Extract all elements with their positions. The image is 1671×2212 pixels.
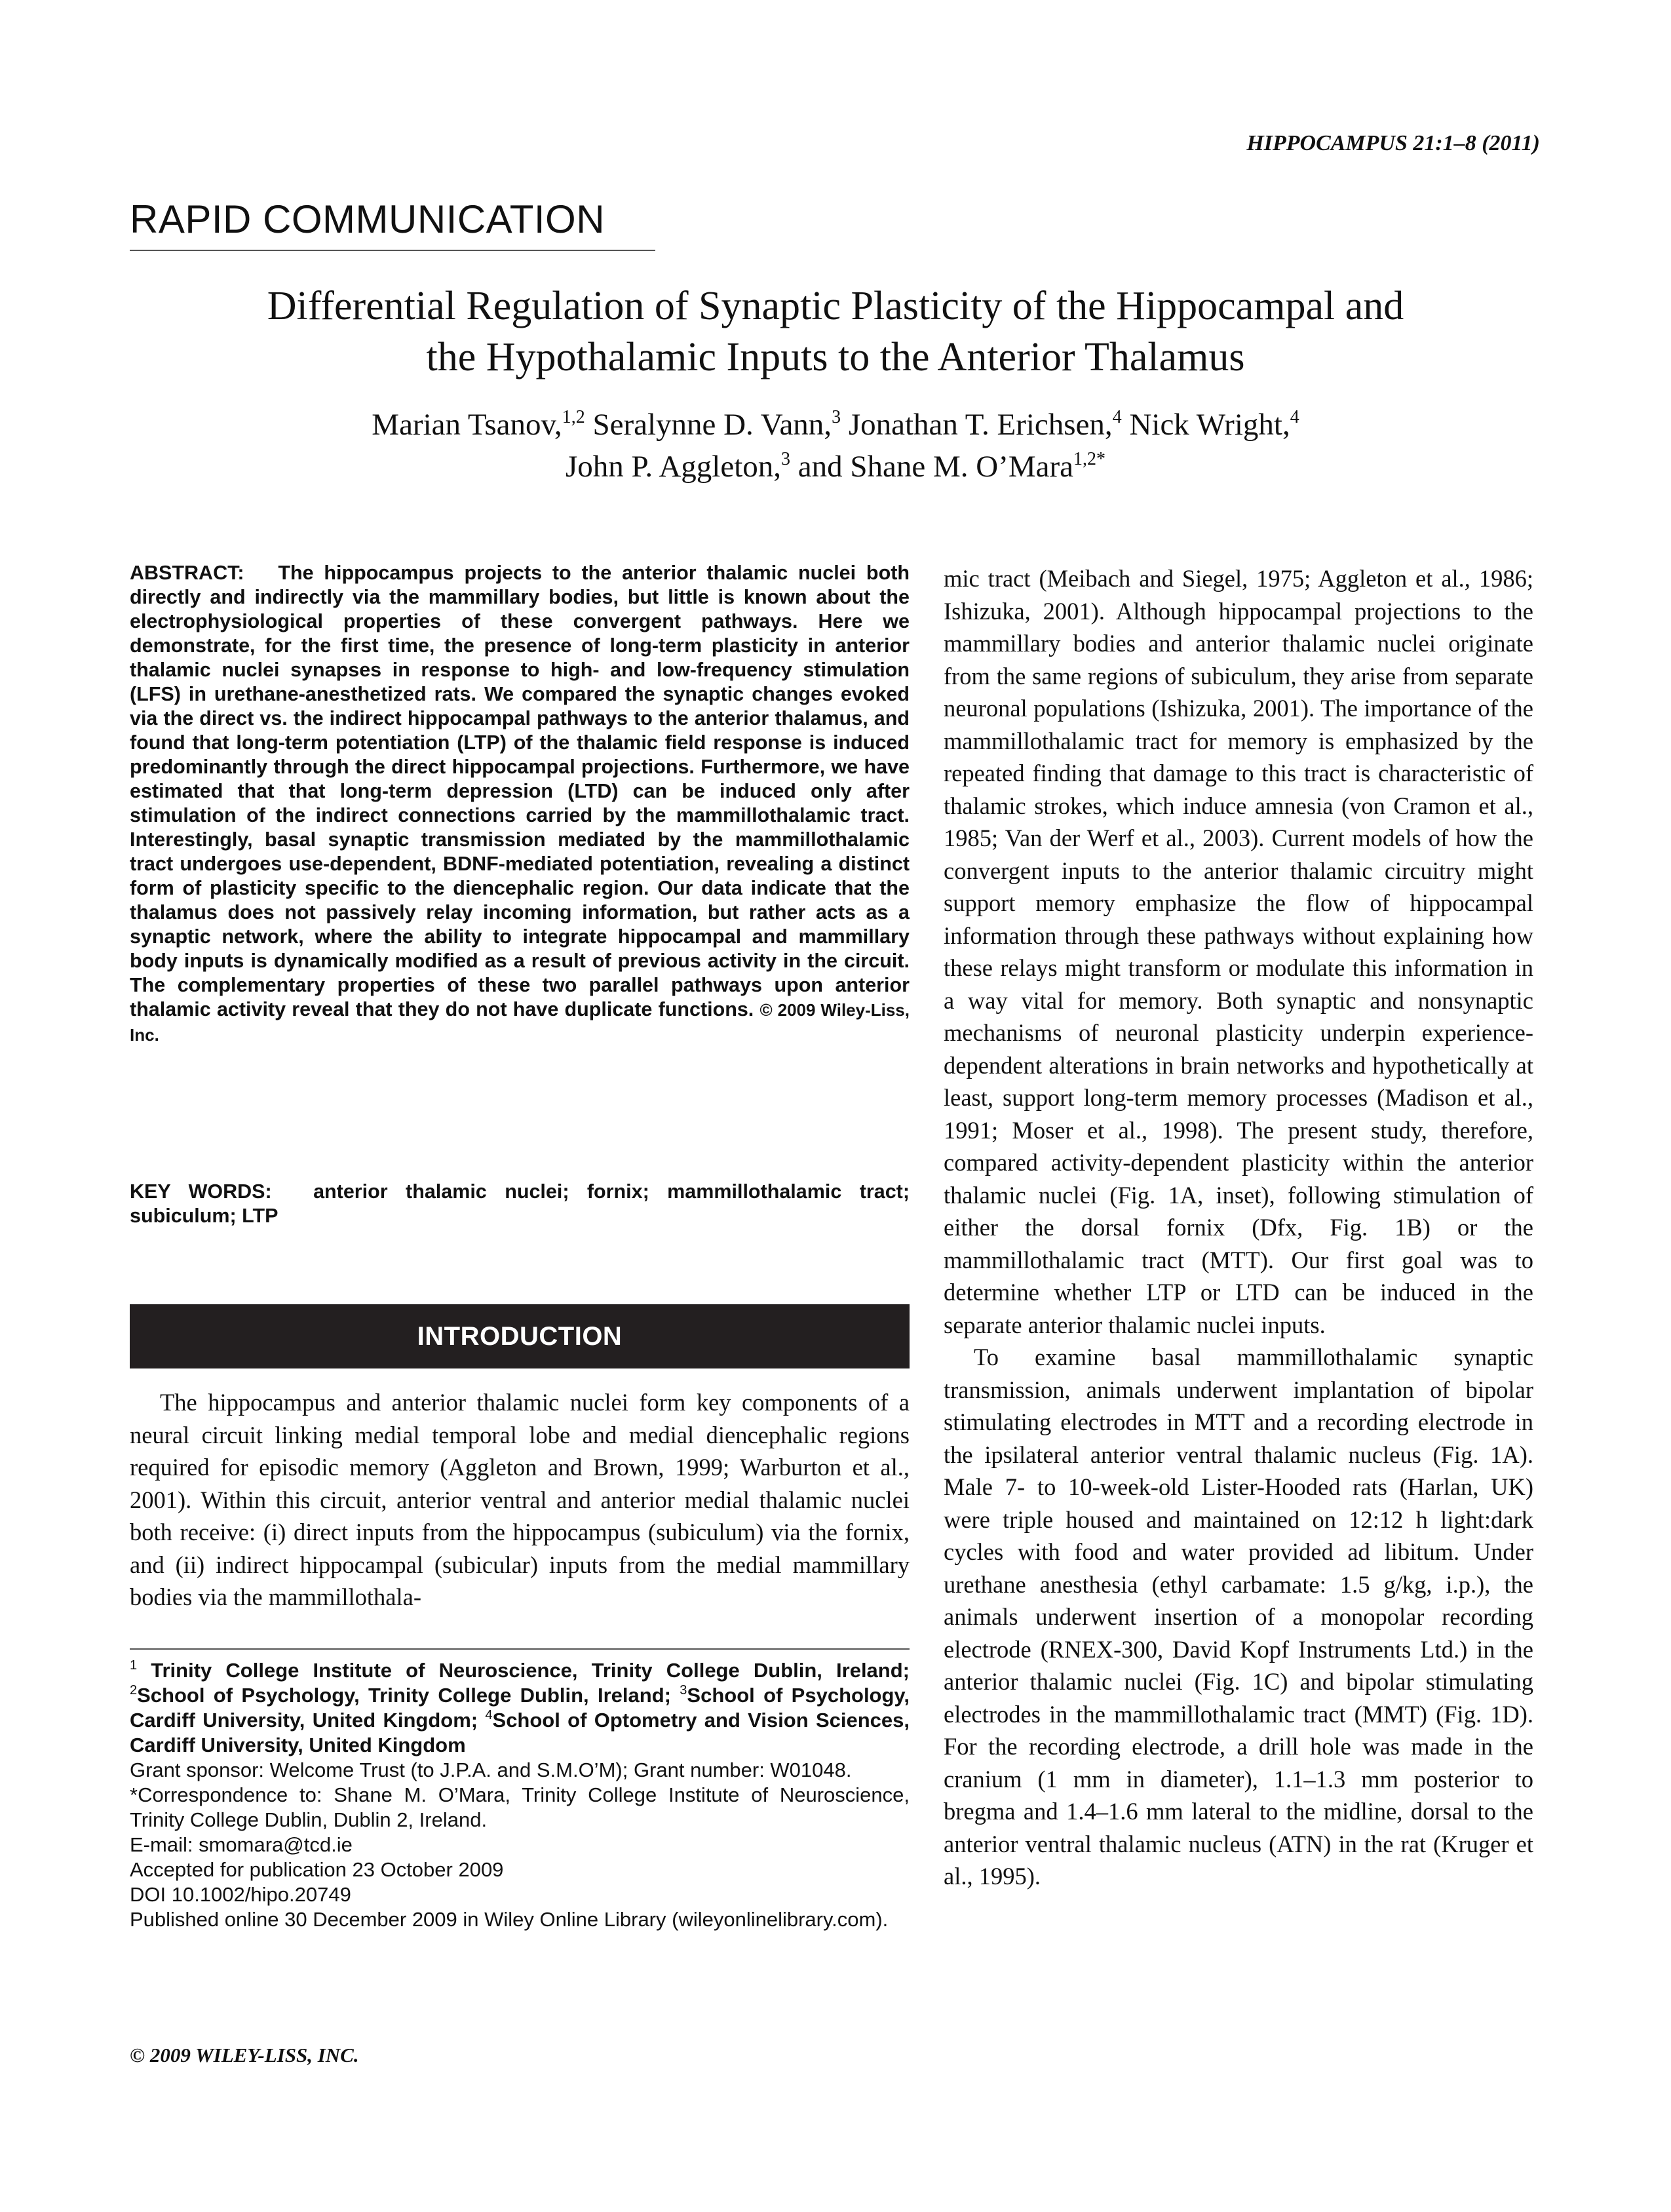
section-divider [130,250,655,251]
footnotes [130,1658,910,1932]
affiliation-text: School of Psychology, Cardiff University, United Kingdom; [130,1684,910,1732]
affiliation-text: School of Optometry and Vision Sciences, Cardiff University, United Kingdom [130,1709,910,1756]
body-paragraph: The hippocampus and anterior thalamic nuclei form key components of a neural circuit linking medial temporal lobe and medial diencephalic regions required for episodic memory (Aggleton and Brown, 1999; Warburton et al., 2001). Within this circuit, anterior ventral and anterior medial thalamic nuclei both receive: (i) direct inputs from the hippocampus (subiculum) via the fornix, and (ii) indirect hippocampal (subicular) inputs from the medial mammillary bodies via the mammillothala- [130,1389,910,1610]
author-line-1 [98,404,1573,446]
title-line-1: Differential Regulation of Synaptic Plasticity of the Hippocampal and [267,284,1404,328]
abstract-label: ABSTRACT: [130,562,244,584]
title-line-2: the Hypothalamic Inputs to the Anterior Thalamus [426,335,1245,379]
author-name: John P. Aggleton, [565,450,781,484]
author-name: Nick Wright, [1129,408,1290,442]
introduction-heading-label: INTRODUCTION [417,1321,623,1351]
abstract-copyright: © 2009 Wiley-Liss, Inc. [130,1000,910,1045]
grant-sponsor: Grant sponsor: Welcome Trust (to J.P.A. and S.M.O’M); Grant number: W01048. [130,1758,852,1781]
footer-copyright: © 2009 WILEY-LISS, INC. [130,2044,359,2066]
author-list [98,404,1573,488]
affiliation-mark: 4 [485,1708,493,1722]
author-affiliation-mark: 3 [781,449,790,469]
keywords-label: KEY WORDS: [130,1180,272,1203]
keywords-text: anterior thalamic nuclei; fornix; mammillothalamic tract; subiculum; LTP [130,1180,910,1227]
introduction-right-text [944,562,1533,1893]
footnote-divider [130,1648,910,1650]
article-title [98,281,1573,383]
affiliation-mark: 2 [130,1683,138,1698]
affiliation-text: Trinity College Institute of Neuroscience, Trinity College Dublin, Ireland; [151,1659,910,1682]
affiliation-text: School of Psychology, Trinity College Dublin, Ireland; [137,1684,671,1707]
abstract-text: The hippocampus projects to the anterior thalamic nuclei both directly and indirectly via the mammillary bodies, but little is known about the electrophysiological properties of these convergent pathways. Here we demonstrate, for the first time, the presence of long-term plasticity in anterior thalamic nuclei synapses in response to high- and low-frequency stimulation (LFS) in urethane-anesthetized rats. We compared the synaptic changes evoked via the direct vs. the indirect hippocampal pathways to the anterior thalamus, and found that long-term potentiation (LTP) of the thalamic field response is induced predominantly through the direct hippocampal projections. Furthermore, we have estimated that that long-term depression (LTD) can be induced only after stimulation of the indirect connections carried by the mammillothalamic tract. Interestingly, basal synaptic transmission mediated by the mammillothalamic tract undergoes use-dependent, BDNF-mediated potentiation, revealing a distinct form of plasticity specific to the diencephalic region. Our data indicate that the thalamus does not passively relay incoming information, but rather acts as a synaptic network, where the ability to integrate hippocampal and mammillary body inputs is dynamically modified as a result of previous activity in the circuit. The complementary properties of these two parallel pathways upon anterior thalamic activity reveal that they do not have duplicate functions. [130,562,910,1020]
affiliation-mark: 1 [130,1658,138,1673]
introduction-left-text [130,1386,910,1614]
correspondence: *Correspondence to: Shane M. O’Mara, Trinity College Institute of Neuroscience, Trinity College Dublin, Dublin 2, Ireland. [130,1783,910,1831]
author-affiliation-mark: 3 [832,407,841,427]
author-affiliation-mark: 4 [1112,407,1122,427]
author-affiliation-mark: 1,2* [1073,449,1106,469]
accepted-date: Accepted for publication 23 October 2009 [130,1858,504,1881]
author-affiliation-mark: 1,2 [562,407,585,427]
doi[interactable]: DOI 10.1002/hipo.20749 [130,1883,351,1906]
published-online: Published online 30 December 2009 in Wiley Online Library (wileyonlinelibrary.com). [130,1908,889,1931]
introduction-heading [130,1304,910,1368]
affiliations [130,1658,910,1758]
author-line-2 [98,446,1573,488]
affiliation-mark: 3 [680,1683,687,1698]
abstract [130,561,910,1047]
section-label: RAPID COMMUNICATION [130,197,605,241]
body-paragraph: mic tract (Meibach and Siegel, 1975; Aggleton et al., 1986; Ishizuka, 2001). Although hippocampal projections to the mammillary bodies and anterior thalamic nuclei originate from the same regions of subiculum, they arise from separate neuronal populations (Ishizuka, 2001). The importance of the mammillothalamic tract for memory is emphasized by the repeated finding that damage to this tract is characteristic of thalamic strokes, which induce amnesia (von Cramon et al., 1985; Van der Werf et al., 2003). Current models of how the convergent inputs to the anterior thalamic circuitry might support memory emphasize the flow of hippocampal information through these pathways without explaining how these relays might transform or modulate this information in a way vital for memory. Both synaptic and nonsynaptic mechanisms of neuronal plasticity underpin experience-dependent alterations in brain networks and hypothetically at least, support long-term memory processes (Madison et al., 1991; Moser et al., 1998). The present study, therefore, compared activity-dependent plasticity within the anterior thalamic nuclei (Fig. 1A, inset), following stimulation of either the dorsal fornix (Dfx, Fig. 1B) or the mammillothalamic tract (MTT). Our first goal was to determine whether LTP or LTD can be induced in the separate anterior thalamic nuclei inputs. [944,565,1533,1338]
journal-reference: HIPPOCAMPUS 21:1–8 (2011) [1246,131,1540,155]
author-name: Seralynne D. Vann, [592,408,832,442]
author-name: and Shane M. O’Mara [797,450,1074,484]
author-name: Marian Tsanov, [372,408,562,442]
keywords [130,1180,910,1228]
author-name: Jonathan T. Erichsen, [848,408,1113,442]
author-affiliation-mark: 4 [1290,407,1299,427]
body-paragraph: To examine basal mammillothalamic synaptic transmission, animals underwent implantation of bipolar stimulating electrodes in MTT and a recording electrode in the ipsilateral anterior ventral thalamic nucleus (Fig. 1A). Male 7- to 10-week-old Lister-Hooded rats (Harlan, UK) were triple housed and maintained on 12:12 h light:dark cycles with food and water provided ad libitum. Under urethane anesthesia (ethyl carbamate: 1.5 g/kg, i.p.), the animals underwent insertion of a monopolar recording electrode (RNEX-300, David Kopf Instruments Ltd.) in the anterior thalamic nuclei (Fig. 1C) and bipolar stimulating electrodes in the mammillothalamic tract (MMT) (Fig. 1D). For the recording electrode, a drill hole was made in the cranium (1 mm in diameter), 1.1–1.3 mm posterior to bregma and 1.4–1.6 mm lateral to the midline, dorsal to the anterior ventral thalamic nucleus (ATN) in the rat (Kruger et al., 1995). [944,1344,1533,1890]
email-address[interactable]: E-mail: smomara@tcd.ie [130,1833,353,1856]
